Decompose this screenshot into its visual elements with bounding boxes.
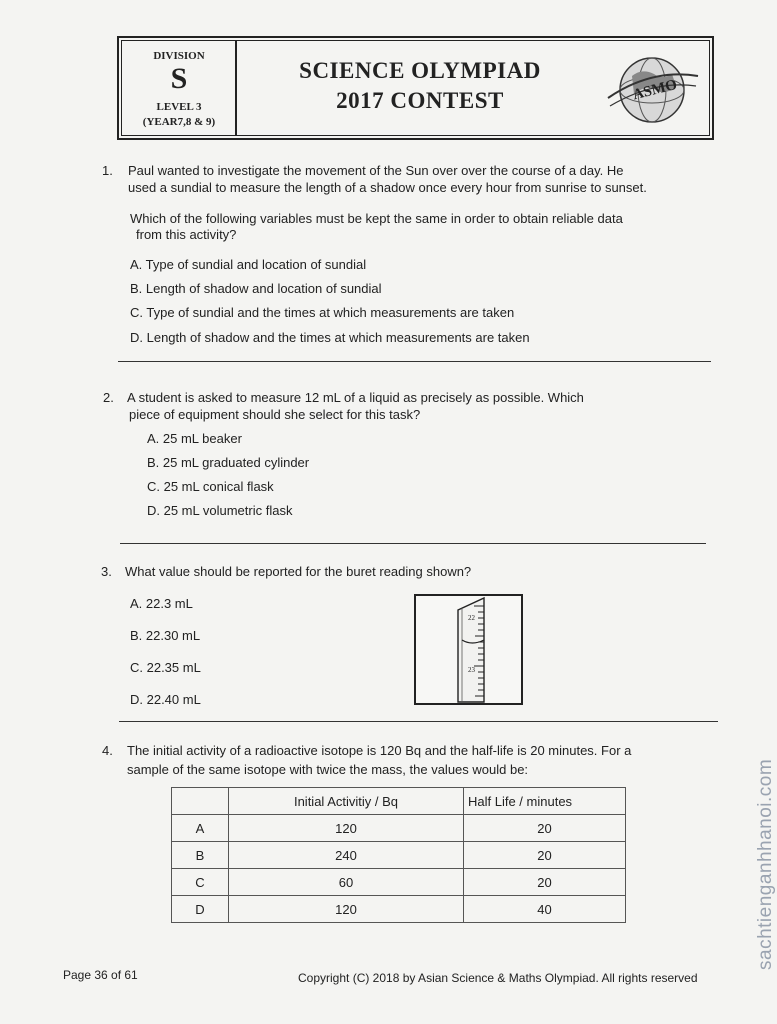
table-cell: A [172, 815, 229, 842]
table-cell: 240 [229, 842, 464, 869]
buret-label-23: 23 [468, 666, 475, 674]
q4-line-1: The initial activity of a radioactive isotope is 120 Bq and the half-life is 20 minutes. For a [127, 743, 632, 758]
q1-line-2: used a sundial to measure the length of a shadow once every hour from sunrise to sunset. [128, 180, 647, 195]
table-header-cell: Initial Activitiy / Bq [229, 788, 464, 815]
answer-table [171, 787, 626, 923]
q3-option-d: D. 22.40 mL [130, 692, 201, 707]
table-cell: D [172, 896, 229, 923]
table-cell: B [172, 842, 229, 869]
table-cell: 60 [229, 869, 464, 896]
division-label: DIVISION [153, 50, 205, 62]
q3-number: 3. [101, 564, 112, 579]
q2-option-d: D. 25 mL volumetric flask [147, 503, 293, 518]
table-cell: C [172, 869, 229, 896]
q1-option-b: B. Length of shadow and location of sundial [130, 281, 382, 296]
q2-divider [120, 543, 706, 544]
table-cell: 40 [464, 896, 626, 923]
watermark: sachtienganhhanoi.com [755, 758, 776, 970]
division-box [121, 40, 237, 136]
table-header-cell [172, 788, 229, 815]
level-label: LEVEL 3 [156, 101, 202, 113]
q2-option-c: C. 25 mL conical flask [147, 479, 274, 494]
title-line1: SCIENCE OLYMPIAD [299, 58, 541, 83]
q1-subline-1: Which of the following variables must be kept the same in order to obtain reliable data [130, 211, 623, 226]
buret-label-22: 22 [468, 614, 475, 622]
q1-line-1: Paul wanted to investigate the movement of the Sun over over the course of a day. He [128, 163, 624, 178]
table-header-row [172, 788, 626, 815]
table-cell: 20 [464, 869, 626, 896]
table-cell: 20 [464, 815, 626, 842]
q3-option-b: B. 22.30 mL [130, 628, 201, 643]
title-line2: 2017 CONTEST [336, 88, 504, 113]
q3-option-c: C. 22.35 mL [130, 660, 201, 675]
q3-option-a: A. 22.3 mL [130, 596, 193, 611]
table-row [172, 896, 626, 923]
q2-line-1: A student is asked to measure 12 mL of a liquid as precisely as possible. Which [127, 390, 584, 405]
division-letter: S [170, 62, 188, 95]
q1-option-a: A. Type of sundial and location of sundial [130, 257, 367, 272]
q2-option-b: B. 25 mL graduated cylinder [147, 455, 310, 470]
table-cell: 120 [229, 896, 464, 923]
table-cell: 120 [229, 815, 464, 842]
q1-option-d: D. Length of shadow and the times at which measurements are taken [130, 330, 530, 345]
q1-divider [118, 361, 711, 362]
q4-number: 4. [102, 743, 113, 758]
q1-option-c: C. Type of sundial and the times at which measurements are taken [130, 305, 515, 320]
buret-diagram [414, 594, 524, 711]
q4-line-2: sample of the same isotope with twice the mass, the values would be: [127, 762, 529, 777]
table-cell: 20 [464, 842, 626, 869]
q2-option-a: A. 25 mL beaker [147, 431, 242, 446]
table-row [172, 842, 626, 869]
page-number: Page 36 of 61 [63, 968, 138, 982]
q3-line-1: What value should be reported for the buret reading shown? [125, 564, 472, 579]
table-row [172, 869, 626, 896]
q2-line-2: piece of equipment should she select for this task? [129, 407, 421, 422]
table-header-cell: Half Life / minutes [464, 788, 626, 815]
logo-text: ASMO [631, 76, 679, 104]
q1-number: 1. [102, 163, 113, 178]
table-row [172, 815, 626, 842]
q1-subline-2: from this activity? [136, 227, 237, 242]
asmo-logo [604, 50, 700, 133]
years-label: (YEAR7,8 & 9) [142, 116, 216, 128]
q3-divider [119, 721, 718, 722]
copyright-text: Copyright (C) 2018 by Asian Science & Maths Olympiad. All rights reserved [298, 971, 698, 985]
q2-number: 2. [103, 390, 114, 405]
